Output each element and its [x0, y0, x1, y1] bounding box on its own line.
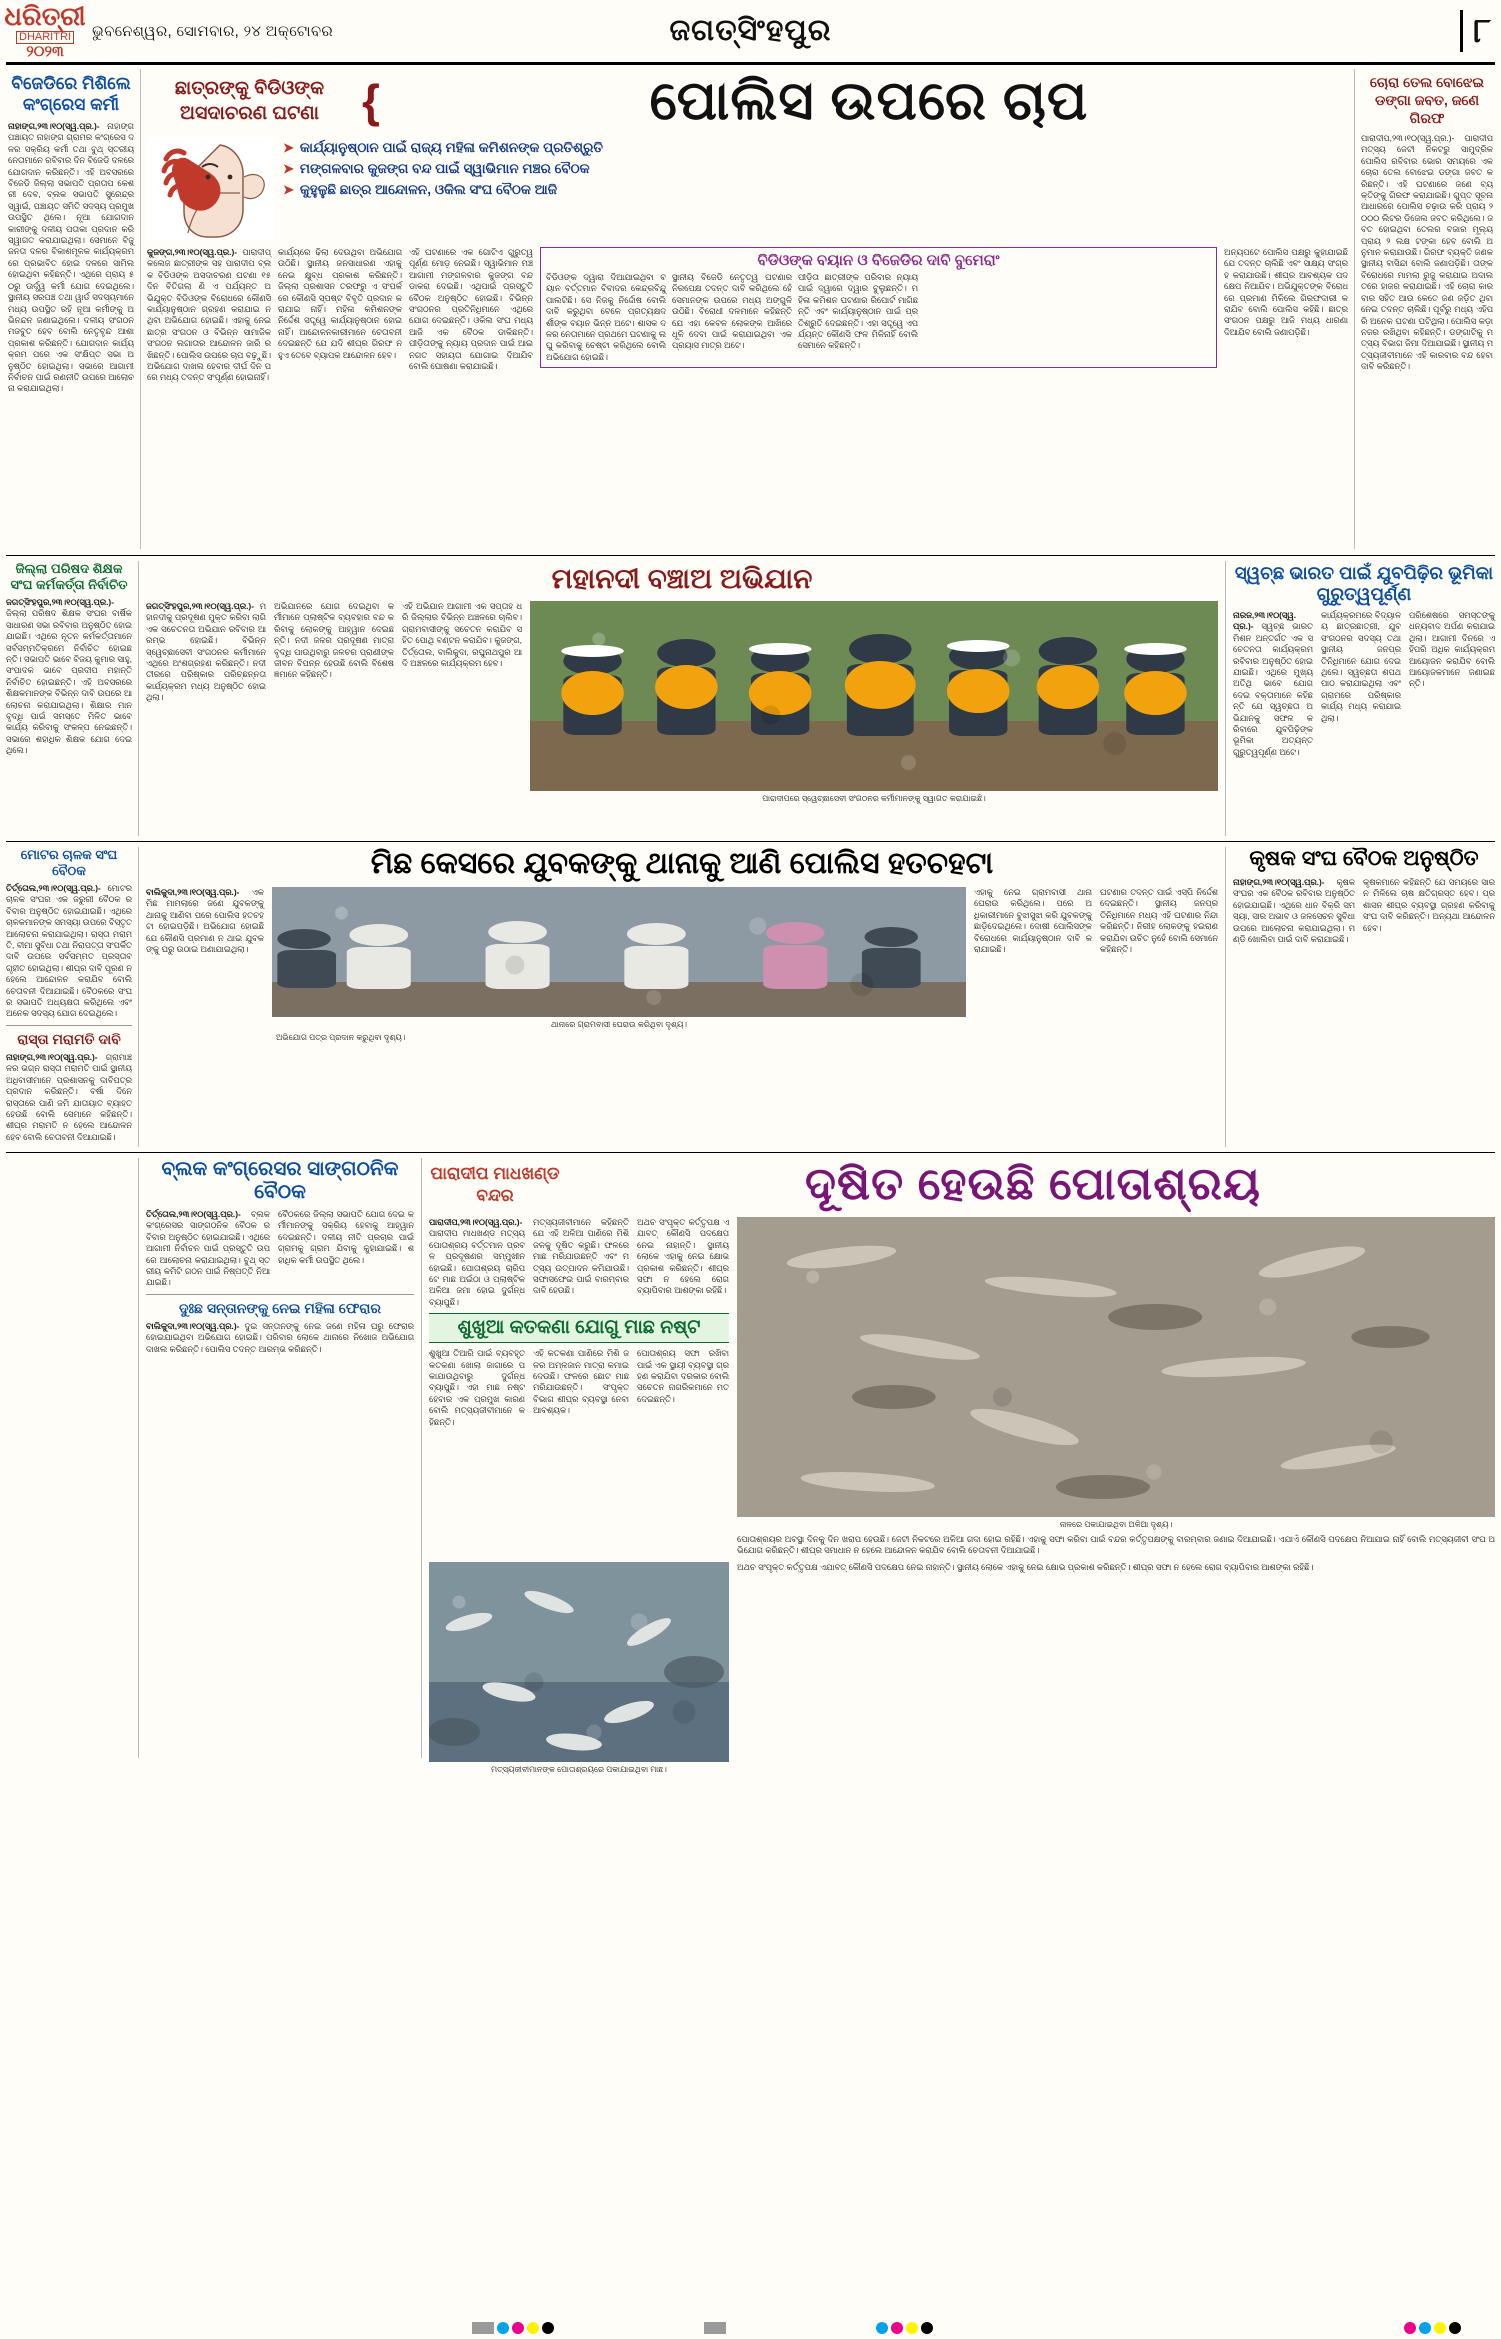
body-text: ନାହାଙ୍ଗ ପଞ୍ଚାୟତ ନାହାଙ୍ଗ ଗ୍ରାମର କଂଗ୍ରେସ ଦଳର ସକ୍ରିୟ କର୍ମୀ ତଥା ବୁଥ୍‌ ସ୍ତରୀୟ ନେତାମାନେ ରବିବାର ଦିନ ବିଜେଡି ଦଳରେ ଯୋଗଦାନ କରିଛନ୍ତି। ଏହି ଅବସରରେ ବିଜେଡି ଜିଲ୍ଲା ସଭାପତି ପ୍ରତାପ କେଶରୀ ଦେବ, ବ୍ଲକ ସଭାପତି ସୁରେନ୍ଦ୍ର ସ୍ୱାଇଁ, ପଞ୍ଚାୟତ ସମିତି ସଦସ୍ୟ ପ୍ରମୁଖ ଉପସ୍ଥିତ ଥିଲେ। ନୂଆ ଯୋଗଦାନକାରୀଙ୍କୁ ଦଳୀୟ ପତାକା ପ୍ରଦାନ କରି ସ୍ୱାଗତ କରାଯାଇଥିଲା। ସେମାନେ ବିଜୁ ଜନତା ଦଳର ବିକାଶମୂଳକ କାର୍ଯ୍ୟକ୍ରମରେ ପ୍ରଭାବିତ ହୋଇ ଦଳରେ ସାମିଲ ହୋଇଥିବା କହିଛନ୍ତି। ଏଥିରେ ପ୍ରାୟ ୫୦ରୁ ଊର୍ଦ୍ଧ୍ୱ କର୍ମୀ ଯୋଗ ଦେଇଥିଲେ। ସ୍ଥାନୀୟ ସରପଞ୍ଚ ତଥା ୱାର୍ଡ ସଦସ୍ୟମାନେ ମଧ୍ୟ ଉପସ୍ଥିତ ରହି ନୂଆ କର୍ମୀଙ୍କୁ ଅଭିନନ୍ଦନ ଜଣାଇଥିଲେ। ଦଳୀୟ ସଂଗଠନ ମଜବୁତ ହେବ ବୋଲି ନେତୃବୃନ୍ଦ ଆଶା ପ୍ରକାଶ କରିଛନ୍ତି। ଯୋଗଦାନ କାର୍ଯ୍ୟକ୍ରମ ପରେ ଏକ ସଂକ୍ଷିପ୍ତ ସଭା ଅନୁଷ୍ଠିତ ହୋଇଥିଲା। ସଭାରେ ଆଗାମୀ ନିର୍ବାଚନ ପାଇଁ ରଣନୀତି ଉପରେ ଆଲୋଚନା କରାଯାଇଥିଲା। — [8, 121, 134, 394]
photo-rally-volunteers — [530, 601, 1218, 791]
body-text: ଗ୍ରାମାଞ୍ଚଳର ଭଗ୍ନ ରାସ୍ତା ମରାମତି ପାଇଁ ସ୍ଥାନୀୟ ଅଧିବାସୀମାନେ ପ୍ରଶାସନକୁ ଦାବିପତ୍ର ପ୍ରଦାନ କରିଛନ୍ତି। ବର୍ଷା ଦିନେ ରାସ୍ତାରେ ପାଣି ଜମି ଯାତାୟାତ ବ୍ୟାହତ ହେଉଛି ବୋଲି ସେମାନେ କହିଛନ୍ତି। ଶୀଘ୍ର ମରାମତି ନ ହେଲେ ଆନ୍ଦୋଳନ ହେବ ବୋଲି ଚେତାବନୀ ଦିଆଯାଇଛି। — [6, 1051, 132, 1142]
photo-texture — [429, 1562, 729, 1762]
publication-logo — [4, 1, 86, 60]
swatch-black — [1449, 2322, 1461, 2334]
article-body-oil-seizure: ପାରାଦୀପ,୨୩।୧୦(ସ୍ୱ.ପ୍ର.)- ପାରାଦୀପ ମତ୍ସ୍ୟ ଜେଟୀ ନିକଟରୁ ସାମୁଦ୍ରିକ ପୋଲିସ ରବିବାର ଭୋର ସମୟରେ ଏକ ଚୋରା ତେଲ ବୋଝେଇ ଡଙ୍ଗା ଜବତ କରିଛନ୍ତି। ଏହି ଘଟଣାରେ ଜଣେ ବ୍ୟକ୍ତିଙ୍କୁ ଗିରଫ କରାଯାଇଛି। ଗୁପ୍ତ ସୂଚନା ଆଧାରରେ ପୋଲିସ ଚଢ଼ାଉ କରି ପ୍ରାୟ ୨୦୦୦ ଲିଟର ଡିଜେଲ ଜବତ କରିଥିଲେ। ଜବତ ହୋଇଥିବା ତେଲର ବଜାର ମୂଲ୍ୟ ପ୍ରାୟ ୨ ଲକ୍ଷ ଟଙ୍କା ହେବ ବୋଲି ଅନୁମାନ କରାଯାଉଛି। ଗିରଫ ବ୍ୟକ୍ତି ଜଣକ ସ୍ଥାନୀୟ ବାସିନ୍ଦା ବୋଲି ଜଣାପଡ଼ିଛି। ତାଙ୍କ ବିରୋଧରେ ମାମଲା ରୁଜୁ କରାଯାଇ ଅଦାଲତରେ ହାଜର କରାଯାଇଛି। ଏହି ଚୋରା କାରବାର ସହିତ ଆଉ କେତେ ଜଣ ଜଡ଼ିତ ଥିବା ନେଇ ତଦନ୍ତ ଚାଲିଛି। ପୂର୍ବରୁ ମଧ୍ୟ ଏହିପରି ଅନେକ ଘଟଣା ଘଟିଥିଲା। ପୋଲିସ କଡ଼ା ନଜର ରଖିଥିବା କହିଛନ୍ତି। ଡଙ୍ଗାଟିକୁ ମତ୍ସ୍ୟ ବିଭାଗ ଜିମା ଦିଆଯାଇଛି। ସ୍ଥାନୀୟ ମତ୍ସ୍ୟଜୀବୀମାନେ ଏହି କାରବାର ବନ୍ଦ ହେବା ଦାବି କରିଛନ୍ତି। — [1361, 133, 1493, 372]
swachh-col — [1321, 610, 1401, 758]
body-text: ଅନ୍ୟପଟେ ପୋଲିସ ପକ୍ଷରୁ କୁହାଯାଇଛି ଯେ ତଦନ୍ତ ଚାଲିଛି ଏବଂ ସାକ୍ଷ୍ୟ ସଂଗ୍ରହ କରାଯାଉଛି। ଶୀଘ୍ର ଆବଶ୍ୟକ ପଦକ୍ଷେପ ନିଆଯିବ। ଅଭିଯୁକ୍ତଙ୍କ ବିରୋଧରେ ପ୍ରମାଣ ମିଳିଲେ ଗିରଫଦାରୀ କରାଯିବ ବୋଲି ପୋଲିସ କହିଛି। ଛାତ୍ର ସଂଗଠନ ପକ୍ଷରୁ ଆଜି ମଧ୍ୟ ଧାରଣା ଦିଆଯିବ ବୋଲି ଜଣାପଡ଼ିଛି। — [1224, 247, 1348, 337]
dateline: ନାହାଙ୍ଗ,୨୩।୧୦(ସ୍ୱ.ପ୍ର.)- — [1233, 877, 1325, 887]
body-text: ଦୁଇ ସନ୍ତାନଙ୍କୁ ନେଇ ଜଣେ ମହିଳା ଘରୁ ଫେରାର ହୋଇଯାଇଥିବା ଅଭିଯୋଗ ହୋଇଛି। ପରିବାର ଲୋକେ ଥାନାରେ ନିଖୋଜ ଅଭିଯୋଗ ଦାଖଲ କରିଛନ୍ତି। ପୋଲିସ ତଦନ୍ତ ଆରମ୍ଭ କରିଛନ୍ତି। — [146, 1320, 414, 1354]
article-headline-false-case: ମିଛ କେସରେ ଯୁବକଙ୍କୁ ଥାନାକୁ ଆଣି ପୋଲିସ ହତଚହଟା — [370, 847, 994, 880]
harbour-bottom-row — [429, 1562, 1495, 1775]
body-text: ଘଟଣାର ତଦନ୍ତ ପାଇଁ ଏସ୍‌ପି ନିର୍ଦ୍ଦେଶ ଦେଇଛନ୍ତି। ସ୍ଥାନୀୟ ଜନପ୍ରତିନିଧିମାନେ ମଧ୍ୟ ଏହି ଘଟଣାର ନିନ୍ଦା କରିଛନ୍ତି। ନିରୀହ ଲୋକଙ୍କୁ ହଇରାଣ କରାଯିବା ଉଚିତ ନୁହେଁ ବୋଲି ସେମାନେ କହିଛନ୍ତି। — [1100, 887, 1218, 955]
lead-headline-row — [147, 69, 1348, 135]
body-text: ଏହି କତକଣା ପାଣିରେ ମିଶି ଜଳର ଅମ୍ଳଜାନ ମାତ୍ରା କମାଇ ଦେଉଛି। ଫଳରେ ଛୋଟ ମାଛ ମରିଯାଉଛନ୍ତି। ସଂପୃକ୍ତ ବିଭାଗ ଶୀଘ୍ର ବ୍ୟବସ୍ଥା ନେବା ଆବଶ୍ୟକ। — [533, 1348, 629, 1416]
color-swatches — [1404, 2322, 1461, 2334]
body-text: ଏକ ମିଛ ମାମଲାରେ ଜଣେ ଯୁବକଙ୍କୁ ଥାନାକୁ ଆଣିବା ପରେ ପୋଲିସ ହତଚହଟା ହୋଇପଡ଼ିଛି। ଅଭିଯୋଗ ହୋଇଛି ଯେ କୌଣସି ପ୍ରମାଣ ନ ଥାଇ ଯୁବକଙ୍କୁ ଘରୁ ଉଠାଇ ଅଣାଯାଇଥିଲା। — [146, 887, 264, 955]
lead-body-col — [409, 247, 533, 384]
top-section — [6, 69, 1495, 549]
swachh-col — [1233, 610, 1313, 758]
bullet-item — [283, 137, 1348, 158]
swatch-magenta — [512, 2322, 524, 2334]
harbour-col — [533, 1217, 629, 1308]
dateline: ବାଲିକୁଦା,୨୩।୧୦(ସ୍ୱ.ପ୍ର.)- — [146, 887, 240, 897]
harbour-col — [637, 1217, 729, 1308]
body-text: କୃଷକମାନେ କହିଛନ୍ତି ଯେ ସମୟରେ ସାର ନ ମିଳିଲେ ଚାଷ କ୍ଷତିଗ୍ରସ୍ତ ହେବ। ପ୍ରଶାସନ ଶୀଘ୍ର ବ୍ୟବସ୍ଥା ଗ୍ରହଣ କରିବାକୁ ସଂଘ ଦାବି କରିଛନ୍ତି। ଅନ୍ୟଥା ଆନ୍ଦୋଳନ ହେବ। — [1363, 877, 1495, 933]
body-text: ଅଥଚ ସଂପୃକ୍ତ କର୍ତ୍ତୃପକ୍ଷ ଏଯାବତ୍‌ କୌଣସି ପଦକ୍ଷେପ ନେଇ ନାହାନ୍ତି। ସ୍ଥାନୀୟ ଲୋକେ ଏହାକୁ ନେଇ କ୍ଷୋଭ ପ୍ରକାଶ କରିଛନ୍ତି। ଶୀଘ୍ର ସଫା ନ ହେଲେ ରୋଗ ବ୍ୟାପିବାର ଆଶଙ୍କା ରହିଛି। — [737, 1561, 1314, 1572]
article-headline-teacher-union: ଜିଲ୍ଲା ପରିଷଦ ଶିକ୍ଷକ ସଂଘ କର୍ମକର୍ତ୍ତା ନିର୍ବାଚିତ — [10, 561, 128, 592]
article-farmers-meeting — [1225, 847, 1495, 1147]
page-number-block — [1460, 10, 1495, 52]
body-text: ଜିଲ୍ଲା ପରିଷଦ ଶିକ୍ଷକ ସଂଘର ବାର୍ଷିକ ସାଧାରଣ ସଭା ରବିବାର ଅନୁଷ୍ଠିତ ହୋଇଯାଇଛି। ଏଥିରେ ନୂତନ କର୍ମକର୍ତ୍ତାମାନେ ସର୍ବସମ୍ମତିକ୍ରମେ ନିର୍ବାଚିତ ହୋଇଛନ୍ତି। ସଭାପତି ଭାବେ ବିଜୟ କୁମାର ସାହୁ, ସଂପାଦକ ଭାବେ ପ୍ରଦୀପ ମହାନ୍ତି ନିର୍ବାଚିତ ହୋଇଛନ୍ତି। ଏହି ଅବସରରେ ଶିକ୍ଷକମାନଙ୍କ ବିଭିନ୍ନ ଦାବି ଉପରେ ଆଲୋଚନା କରାଯାଇଥିଲା। ଶିକ୍ଷାର ମାନ ବୃଦ୍ଧି ପାଇଁ ସମସ୍ତେ ମିଳିତ ଭାବେ କାର୍ଯ୍ୟ କରିବାକୁ ସଂକଳ୍ପ ନେଇଛନ୍ତି। ସଭାରେ ଶହାଧିକ ଶିକ୍ଷକ ଯୋଗ ଦେଇଥିଲେ। — [6, 608, 132, 756]
body-text: ପୋତାଶ୍ରୟର ଅବସ୍ଥା ଦିନକୁ ଦିନ ଖରାପ ହେଉଛି। ଜେଟୀ ନିକଟରେ ଅଳିଆ ଗଦା ହୋଇ ରହିଛି। ଏହାକୁ ସଫା କରିବା ପାଇଁ ବନ୍ଦର କର୍ତ୍ତୃପକ୍ଷଙ୍କୁ ବାରମ୍ବାର ଜଣାଇ ଦିଆଯାଇଛି। ଏଯାଏଁ କୌଣସି ପଦକ୍ଷେପ ନିଆଯାଇ ନାହିଁ ବୋଲି ମତ୍ସ୍ୟଜୀବୀ ସଂଘ ଅଭିଯୋଗ କରିଛନ୍ତି। ଶୀଘ୍ର ସମାଧାନ ନ ହେଲେ ଆନ୍ଦୋଳନ କରାଯିବ ବୋଲି ଚେତାବନୀ ଦିଆଯାଇଛି। — [737, 1534, 1495, 1556]
logo-year: ୨୦୨୩ — [26, 42, 64, 60]
farmers-cols — [1233, 877, 1495, 945]
swatch-black — [542, 2322, 554, 2334]
color-swatches — [876, 2322, 933, 2334]
body-text: ପାରାଦୀପ୍‌ କଲେଜ ଛାତ୍ରୀଙ୍କ ସହ ପାରାଦୀପ ବ୍ଲକ ବିଡିଓଙ୍କ ଅସଦାଚରଣ ଘଟଣା ୧୫ ଦିନ ବିତିଗଲା ଣି ଏ ପର୍ଯ୍ୟନ୍ତ ଅଭିଯୁକ୍ତ ବିଡିଓଙ୍କ ବିରୋଧରେ କୌଣସି କାର୍ଯ୍ୟାନୁଷ୍ଠାନ ଗ୍ରହଣ କରାଯାଇ ନ ଥିବା ଅଭିଯୋଗ ହୋଇଛି। ଏହାକୁ ନେଇ ଛାତ୍ର ସଂଗଠନ ଓ ବିଭିନ୍ନ ସାମାଜିକ ସଂଗଠନ ଲଗାତାର ଆନ୍ଦୋଳନ ଜାରି ରଖିଛନ୍ତି। ପୋଲିସ ଉପରେ ଚାପ ବଢ଼ୁଛି। ଅଭିଯୋଗ ଦାଖଲ ହେବାର ଦୀର୍ଘ ଦିନ ପରେ ମଧ୍ୟ ତଦନ୍ତ ସଂପୂର୍ଣ୍ଣ ହୋଇନାହିଁ। — [147, 247, 271, 383]
swatch-yellow — [906, 2322, 918, 2334]
band-col — [429, 1348, 525, 1428]
lead-story — [140, 69, 1355, 549]
lead-bullet-list — [283, 137, 1348, 241]
column-left-sec4 — [6, 1158, 139, 1758]
body-text: କାର୍ଯ୍ୟରେ ଢିଲା ଦେଉଥିବା ଅଭିଯୋଗ ଉଠିଛି। ସ୍ଥାନୀୟ ଜନସାଧାରଣ ଏହାକୁ ନେଇ କ୍ଷୁବ୍ଧ ପ୍ରକାଶ କରିଛନ୍ତି। ଜିଲ୍ଲା ପ୍ରଶାସନ ତରଫରୁ ଏ ସଂପର୍କରେ କୌଣସି ସ୍ପଷ୍ଟ ବିବୃତି ପ୍ରଦାନ କରାଯାଇ ନାହିଁ। ମହିଳା କମିଶନଙ୍କ ନିର୍ଦ୍ଦେଶ ସତ୍ତ୍ୱେ କାର୍ଯ୍ୟାନୁଷ୍ଠାନ ହୋଇନାହିଁ। ଆନ୍ଦୋଳନକାରୀମାନେ ଚେତାବନୀ ଦେଇଛନ୍ତି ଯେ ଯଦି ଶୀଘ୍ର ଗିରଫ ନ ହୁଏ ତେବେ ବ୍ୟାପକ ଆନ୍ଦୋଳନ ହେବ। — [278, 247, 402, 360]
article-headline-missing-woman: ଦୁଃଛ ସନ୍ତାନଙ୍କୁ ନେଇ ମହିଳା ଫେରାର — [146, 1294, 414, 1321]
article-swachh-bharat — [1225, 561, 1495, 836]
section-police-case — [6, 841, 1495, 1147]
swatch-cyan — [876, 2322, 888, 2334]
photo-waste-dump — [737, 1217, 1495, 1517]
photo-texture — [737, 1217, 1495, 1517]
body-text: ମତ୍ସ୍ୟଜୀବୀମାନେ କହିଛନ୍ତି ଯେ ଏହି ଅଳିଆ ପାଣିରେ ମିଶି ଜଳକୁ ଦୂଷିତ କରୁଛି। ଫଳରେ ମାଛ ମରିଯାଉଛନ୍ତି ଏବଂ ମତ୍ସ୍ୟ ଉତ୍ପାଦନ କମିଯାଉଛି। ସଫାସଫେଇ ପାଇଁ ବାରମ୍ବାର ଦାବି ହେଉଛି। — [533, 1217, 629, 1296]
band-cols — [429, 1348, 729, 1428]
photo-caption-secondary: ଅଭିଯୋଗ ପତ୍ର ପ୍ରଦାନ କରୁଥିବା ଦୃଶ୍ୟ। — [276, 1033, 406, 1042]
dateline: ପାରାଦୀପ,୨୩।୧୦(ସ୍ୱ.ପ୍ର.)- — [429, 1217, 523, 1227]
section-mahanadi — [6, 555, 1495, 836]
article-false-case — [139, 847, 1225, 1147]
body-text: ପୀଡ଼ିତା ଛାତ୍ରୀଙ୍କ ପରିବାର ନ୍ୟାୟ ପାଇଁ ଦ୍ୱାରେ ଦ୍ୱାର ବୁଲୁଛନ୍ତି। ମହିଳା କମିଶନ ଘଟଣାର ରିପୋର୍ଟ ମାଗିଛନ୍ତି ଏବଂ କାର୍ଯ୍ୟାନୁଷ୍ଠାନ ପାଇଁ ପ୍ରତିଶ୍ରୁତି ଦେଇଛନ୍ତି। ଏହା ସତ୍ତ୍ୱେ ଏପର୍ଯ୍ୟନ୍ତ କୌଣସି ଫଳ ମିଳିନାହିଁ ବୋଲି ସେମାନେ କହିଛନ୍ତି। — [798, 272, 918, 351]
dateline: ନାହାଙ୍ଗ,୨୩।୧୦(ସ୍ୱ.ପ୍ର.)- — [8, 121, 100, 131]
swatch-yellow — [1434, 2322, 1446, 2334]
article-headline-bjd: ବିଜେଡିରେ ମିଶିଲେ କଂଗ୍ରେସ କର୍ମୀ — [11, 74, 131, 114]
masthead — [6, 0, 1495, 65]
dateline: ତିର୍ତ୍ତୋଲ,୨୩।୧୦(ସ୍ୱ.ପ୍ର.)- — [146, 1209, 241, 1219]
boxed-article-title: ବିଡିଓଙ୍କ ବୟାନ ଓ ବିଜେଡିର ଦାବି ବୁମେରାଂ — [757, 252, 1000, 269]
mahanadi-content — [146, 601, 1218, 804]
edition-title: ଜଗତ୍‌ସିଂହପୁର — [669, 14, 832, 47]
body-text: ଏହି ଘଟଣାରେ ଏକ ଗୋଟିଏ ଗୁରୁତ୍ୱପୂର୍ଣ୍ଣ ମୋଡ଼ ନେଇଛି। ସ୍ୱାଭିମାନ ମଞ୍ଚ ଆଗାମୀ ମଙ୍ଗଳବାର କୁଜଙ୍ଗ ବନ୍ଦ ଡାକରା ଦେଇଛି। ଏଥିପାଇଁ ପ୍ରସ୍ତୁତି ବୈଠକ ଅନୁଷ୍ଠିତ ହୋଇଛି। ବିଭିନ୍ନ ସଂଗଠନର ପ୍ରତିନିଧିମାନେ ଏଥିରେ ଯୋଗ ଦେଇଛନ୍ତି। ଓକିଲ ସଂଘ ମଧ୍ୟ ଆଜି ଏକ ବୈଠକ ଡାକିଛନ୍ତି। ପୀଡ଼ିତାଙ୍କୁ ନ୍ୟାୟ ପ୍ରଦାନ ପାଇଁ ଆଇନଗତ ସହାୟତା ଯୋଗାଇ ଦିଆଯିବ ବୋଲି ଘୋଷଣା କରାଯାଇଛି। — [409, 247, 533, 372]
article-headline-mahanadi: ମହାନଦୀ ବଞ୍ଚାଅ ଅଭିଯାନ — [551, 563, 813, 594]
false-case-col — [146, 887, 264, 1030]
congress-cols — [146, 1209, 414, 1289]
band-col — [637, 1348, 729, 1428]
photo-caption: ପାରାଦୀପରେ ସ୍ୱେଚ୍ଛାସେବୀ ସଂଗଠନର କର୍ମୀମାନଙ୍କୁ ସ୍ୱାଗତ କରାଯାଇଛି। — [762, 794, 986, 803]
photo-caption: ନାଳରେ ପକାଯାଇଥିବା ଅଳିଆ ଦୃଶ୍ୟ। — [1059, 1520, 1173, 1529]
logo-badge: DHARITRI — [16, 31, 74, 44]
photo-texture — [530, 601, 1218, 791]
harbour-headline-row — [429, 1158, 1495, 1217]
boxed-article-wrap — [540, 247, 1217, 384]
hand-over-mouth-icon — [148, 137, 274, 241]
swachh-cols — [1233, 610, 1495, 758]
gray-patch — [704, 2322, 726, 2334]
swatch-cyan — [1419, 2322, 1431, 2334]
masthead-date: ଭୁବନେଶ୍ୱର, ସୋମବାର, ୨୪ ଅକ୍ଟୋବର — [92, 22, 334, 40]
dateline: ନାରଜ,୨୩।୧୦(ସ୍ୱ.ପ୍ର.)- — [1233, 610, 1297, 632]
article-headline-oil-seizure: ଚୋରା ତେଲ ବୋଝେଇ ଡଙ୍ଗା ଜବତ, ଜଣେ ଗିରଫ — [1369, 74, 1485, 126]
false-case-photo-wrap — [272, 887, 966, 1030]
body-text: କୃଷକ ସଂଘର ଏକ ବୈଠକ ରବିବାର ଅନୁଷ୍ଠିତ ହୋଇଯାଇଛି। ଏଥିରେ ଧାନ ବିକ୍ରି ସମସ୍ୟା, ସାର ଅଭାବ ଓ ଜଳସେଚନ ସୁବିଧା ଉପରେ ଆଲୋଚନା କରାଯାଇଥିଲା। ମଣ୍ଡି ଖୋଲିବା ପାଇଁ ଦାବି କରାଯାଇଛି। — [1233, 877, 1355, 945]
harbour-top-row — [429, 1217, 1495, 1557]
harbour-headline: ଦୂଷିତ ହେଉଛି ପୋତାଶ୍ରୟ — [804, 1158, 1261, 1209]
lead-body-col — [1224, 247, 1348, 384]
dateline: ତିର୍ତ୍ତୋଲ,୨୩।୧୦(ସ୍ୱ.ପ୍ର.)- — [6, 883, 101, 893]
illustration-hand-silence — [147, 137, 275, 241]
bullet-item — [283, 179, 1348, 200]
body-text: ପରିଶେଷରେ ସମସ୍ତଙ୍କୁ ଧନ୍ୟବାଦ ଅର୍ପଣ କରାଯାଇଥିଲା। ଆଗାମୀ ଦିନରେ ଏହିପରି ଅଧିକ କାର୍ଯ୍ୟକ୍ରମ ଆୟୋଜନ କରାଯିବ ବୋଲି ଆୟୋଜକମାନେ ଜଣାଇଛନ୍ତି। — [1409, 610, 1495, 689]
article-teacher-union — [6, 561, 139, 836]
swatch-black — [921, 2322, 933, 2334]
body-text: ମହାନଦୀକୁ ପ୍ରଦୂଷଣ ମୁକ୍ତ କରିବା ଲାଗି ଏକ ସଚେତନତା ଅଭିଯାନ ରବିବାର ଆରମ୍ଭ ହୋଇଛି। ବିଭିନ୍ନ ସ୍ୱେଚ୍ଛାସେବୀ ସଂଗଠନର କର୍ମୀମାନେ ଏଥିରେ ଅଂଶଗ୍ରହଣ କରିଛନ୍ତି। ନଦୀ ତୀରରେ ପରିଷ୍କାର ପରିଚ୍ଛନ୍ନତା କାର୍ଯ୍ୟକ୍ରମ ମଧ୍ୟ ଅନୁଷ୍ଠିତ ହୋଇଥିଲା। — [146, 601, 266, 703]
swatch-magenta — [891, 2322, 903, 2334]
dateline: ବାଲିକୁଦା,୨୩।୧୦(ସ୍ୱ.ପ୍ର.)- — [146, 1320, 240, 1331]
article-block-congress — [139, 1158, 422, 1758]
column-right-top — [1355, 69, 1495, 549]
article-headline-road-repair: ରାସ୍ତା ମରାମତି ଦାବି — [6, 1025, 132, 1052]
article-headline-motor-union: ମୋଟର ଚାଳକ ସଂଘ ବୈଠକ — [20, 847, 118, 878]
article-headline-swachh: ସ୍ୱଚ୍ଛ ଭାରତ ପାଇଁ ଯୁବପିଢ଼ିର ଭୂମିକା ଗୁରୁତ୍ୱପୂର୍ଣ୍ଣ — [1234, 563, 1494, 604]
color-swatches — [472, 2322, 554, 2334]
mahanadi-photo-wrap — [530, 601, 1218, 804]
dateline: ନାହାଙ୍ଗ,୨୩।୧୦(ସ୍ୱ.ପ୍ର.)- — [6, 1051, 98, 1062]
dateline: କୁଜଙ୍ଗ,୨୩।୧୦(ସ୍ୱ.ପ୍ର.)- — [147, 247, 238, 257]
boxed-article — [540, 247, 1217, 368]
article-mahanadi — [139, 561, 1225, 836]
lead-top-row — [147, 137, 1348, 241]
lead-body-col — [147, 247, 271, 384]
harbour-kicker: ପାରାଦୀପ ମାଧଖଣ୍ଡ ବନ୍ଦର — [430, 1163, 560, 1205]
body-text: ସ୍ଥାନୀୟ ବିଜେଡି ନେତୃତ୍ୱ ଘଟଣାର ନିରପେକ୍ଷ ତଦନ୍ତ ଦାବି କରିଥିଲେ ହେଁ ସେମାନଙ୍କ ଉପରେ ମଧ୍ୟ ଅଙ୍ଗୁଳି ଉଠିଛି। ବିରୋଧୀ ଦଳମାନେ କହିଛନ୍ତି ଯେ ଏହା କେବଳ ଲୋକଙ୍କ ଆଖିରେ ଧୂଳି ଦେବା ପାଇଁ କରାଯାଇଥିବା ଏକ ପ୍ରୟାସ ମାତ୍ର ଅଟେ। — [672, 272, 792, 351]
farmers-col — [1233, 877, 1355, 945]
logo-title: ଧରିତ୍ରୀ — [4, 1, 86, 31]
body-text: ବ୍ଲକ କଂଗ୍ରେସର ସାଙ୍ଗଠନିକ ବୈଠକ ରବିବାର ଅନୁଷ୍ଠିତ ହୋଇଯାଇଛି। ଏଥିରେ ଆଗାମୀ ନିର୍ବାଚନ ପାଇଁ ପ୍ରସ୍ତୁତି ଉପରେ ଆଲୋଚନା କରାଯାଇଥିଲା। ବୁଥ୍‌ ସ୍ତରୀୟ କମିଟି ଗଠନ ପାଇଁ ନିଷ୍ପତ୍ତି ନିଆଯାଇଛି। — [146, 1209, 270, 1288]
congress-col — [146, 1209, 270, 1289]
bullet-item — [283, 158, 1348, 179]
photo-dead-fish — [429, 1562, 729, 1762]
article-headline-block-congress: ବ୍ଲକ କଂଗ୍ରେସର ସାଙ୍ଗଠନିକ ବୈଠକ — [161, 1158, 399, 1203]
mahanadi-col — [402, 601, 522, 804]
gray-patch — [472, 2322, 494, 2334]
harbour-cols — [429, 1217, 729, 1308]
bullet-text: କାର୍ଯ୍ୟାନୁଷ୍ଠାନ ପାଇଁ ରାଜ୍ୟ ମହିଳା କମିଶନଙ୍କ ପ୍ରତିଶ୍ରୁତି — [299, 140, 603, 155]
body-text: ଅଭିଯାନରେ ଯୋଗ ଦେଇଥିବା କର୍ମୀମାନେ ପ୍ଲାଷ୍ଟିକ ବ୍ୟବହାର ବନ୍ଦ କରିବାକୁ ଲୋକଙ୍କୁ ଆହ୍ୱାନ ଦେଇଛନ୍ତି। ନଦୀ ଜଳର ପ୍ରଦୂଷଣ ମାତ୍ରା ବୃଦ୍ଧି ପାଉଥିବାରୁ ଜଳଚର ପ୍ରାଣୀଙ୍କ ଜୀବନ ବିପନ୍ନ ହେଉଛି ବୋଲି ବିଶେଷଜ୍ଞମାନେ କହିଛନ୍ତି। — [274, 601, 394, 680]
lead-kicker: ଛାତ୍ରଙ୍କୁ ବିଡିଓଙ୍କ ଅସଦାଚରଣ ଘଟଣା — [174, 78, 325, 124]
photo-texture — [272, 887, 966, 1017]
dateline: ଜଗତ୍‌ସିଂହପୁର,୨୩।୧୦(ସ୍ୱ.ପ୍ର.)- — [146, 601, 254, 611]
body-text: ବିଡିଓଙ୍କ ଦ୍ୱାରା ଦିଆଯାଇଥିବା ବୟାନ ବର୍ତ୍ତମାନ ବିବାଦର କେନ୍ଦ୍ରବିନ୍ଦୁ ପାଲଟିଛି। ସେ ନିଜକୁ ନିର୍ଦ୍ଦୋଷ ବୋଲି ଦାବି କରୁଥିବା ବେଳେ ପ୍ରତ୍ୟକ୍ଷଦର୍ଶୀଙ୍କ ବୟାନ ଭିନ୍ନ ଅଟେ। ଶାସକ ଦଳର ନେତାମାନେ ପ୍ରଥମେ ଘଟଣାକୁ ଲଘୁ କରିବାକୁ ଚେଷ୍ଟା କରିଥିଲେ ବୋଲି ଅଭିଯୋଗ ହୋଇଛି। — [546, 272, 666, 362]
farmers-col — [1363, 877, 1495, 945]
body-text: ସ୍ୱଚ୍ଛ ଭାରତ ମିଶନ ଅନ୍ତର୍ଗତ ଏକ ସଚେତନତା କାର୍ଯ୍ୟକ୍ରମ ରବିବାର ଅନୁଷ୍ଠିତ ହୋଇଯାଇଛି। ଏଥିରେ ମୁଖ୍ୟ ଅତିଥି ଭାବେ ଯୋଗ ଦେଇ ବକ୍ତାମାନେ କହିଛନ୍ତି ଯେ ସ୍ୱଚ୍ଛତା ଅଭିଯାନକୁ ସଫଳ କରିବାରେ ଯୁବପିଢ଼ିଙ୍କ ଭୂମିକା ଅତ୍ୟନ୍ତ ଗୁରୁତ୍ୱପୂର୍ଣ୍ଣ ଅଟେ। — [1233, 621, 1313, 757]
lead-photo-wrap — [147, 137, 275, 241]
divider — [1460, 10, 1463, 52]
swatch-magenta — [1404, 2322, 1416, 2334]
band-col — [533, 1348, 629, 1428]
bullet-marker-icon: ➤ — [283, 140, 294, 155]
section-harbour-pollution — [6, 1152, 1495, 1774]
boxed-article-cols — [546, 272, 1211, 363]
swatch-yellow — [527, 2322, 539, 2334]
bullet-marker-icon: ➤ — [283, 182, 294, 197]
swachh-col — [1409, 610, 1495, 758]
article-body-bjd — [8, 121, 134, 395]
mahanadi-col — [274, 601, 394, 804]
column-left-top — [6, 69, 140, 549]
column-left-sec3 — [6, 847, 139, 1147]
body-text: ମୋଟର ଚାଳକ ସଂଘର ଏକ ଜରୁରୀ ବୈଠକ ରବିବାର ଅନୁଷ୍ଠିତ ହୋଇଯାଇଛି। ଏଥିରେ ଚାଳକମାନଙ୍କ ସମସ୍ୟା ଉପରେ ବିସ୍ତୃତ ଆଲୋଚନା କରାଯାଇଥିଲା। ରାସ୍ତା ମରାମତି, ବୀମା ସୁବିଧା ତଥା ନିରାପତ୍ତା ସଂପର୍କିତ ଦାବି ଉପରେ ସର୍ବସମ୍ମତ ପ୍ରସ୍ତାବ ଗୃହୀତ ହୋଇଥିଲା। ଶୀଘ୍ର ଦାବି ପୂରଣ ନ ହେଲେ ଆନ୍ଦୋଳନ କରାଯିବ ବୋଲି ଚେତାବନୀ ଦିଆଯାଇଛି। ବୈଠକରେ ସଂଘର ସଭାପତି ଅଧ୍ୟକ୍ଷତା କରିଥିଲେ ଏବଂ ଅନେକ ସଦସ୍ୟ ଯୋଗ ଦେଇଥିଲେ। — [6, 883, 132, 1019]
article-headline-farmers: କୃଷକ ସଂଘ ବୈଠକ ଅନୁଷ୍ଠିତ — [1249, 847, 1479, 870]
subheading-band: ଶୁଖୁଆ କତକଣା ଯୋଗୁ ମାଛ ନଷ୍ଟ — [429, 1313, 729, 1343]
page-number: ୮ — [1473, 11, 1491, 50]
body-text: ବୈଠକରେ ଜିଲ୍ଲା ସଭାପତି ଯୋଗ ଦେଇ କର୍ମୀମାନଙ୍କୁ ସକ୍ରିୟ ହେବାକୁ ଆହ୍ୱାନ ଦେଇଛନ୍ତି। ଦଳୀୟ ନୀତି ପ୍ରଚାର ପାଇଁ ଗ୍ରାମକୁ ଗ୍ରାମ ଯିବାକୁ କୁହାଯାଇଛି। ଶହାଧିକ କର୍ମୀ ଉପସ୍ଥିତ ଥିଲେ। — [278, 1209, 414, 1265]
body-text: ଶୁଖୁଆ ତିଆରି ପାଇଁ ବ୍ୟବହୃତ କତକଣା ଖୋଲା ଜାଗାରେ ପକାଯାଉଥିବାରୁ ଦୁର୍ଗନ୍ଧ ବ୍ୟାପୁଛି। ଏହା ମାଛ ନଷ୍ଟ ହେବାର ଏକ ପ୍ରମୁଖ କାରଣ ବୋଲି ମତ୍ସ୍ୟଜୀବୀମାନେ କହିଛନ୍ତି। — [429, 1348, 525, 1427]
harbour-bottom-text — [737, 1562, 1495, 1775]
lead-headline: ପୋଲିସ ଉପରେ ଚାପ — [649, 71, 1089, 131]
congress-col — [278, 1209, 414, 1289]
body-text: ଅଥଚ ସଂପୃକ୍ତ କର୍ତ୍ତୃପକ୍ଷ ଏଯାବତ୍‌ କୌଣସି ପଦକ୍ଷେପ ନେଇ ନାହାନ୍ତି। ସ୍ଥାନୀୟ ଲୋକେ ଏହାକୁ ନେଇ କ୍ଷୋଭ ପ୍ରକାଶ କରିଛନ୍ତି। ଶୀଘ୍ର ସଫା ନ ହେଲେ ରୋଗ ବ୍ୟାପିବାର ଆଶଙ୍କା ରହିଛି। — [637, 1217, 729, 1296]
false-case-content — [146, 887, 1218, 1030]
body-text: କାର୍ଯ୍ୟକ୍ରମରେ ବିଦ୍ୟାଳୟ ଛାତ୍ରଛାତ୍ରୀ, ଯୁବ ସଂଗଠନର ସଦସ୍ୟ ତଥା ସ୍ଥାନୀୟ ଜନପ୍ରତିନିଧିମାନେ ଯୋଗ ଦେଇଥିଲେ। ସ୍ୱଚ୍ଛତା ଶପଥ ପାଠ କରାଯାଇଥିଲା ଏବଂ ଗ୍ରାମରେ ପରିଷ୍କାର କାର୍ଯ୍ୟ ମଧ୍ୟ କରାଯାଇଥିଲା। — [1321, 610, 1401, 723]
brace-decoration: { — [362, 75, 380, 127]
body-text: ପାରାଦୀପ ମାଧଖଣ୍ଡ ମତ୍ସ୍ୟ ପୋତାଶ୍ରୟ ବର୍ତ୍ତମାନ ପ୍ରବଳ ପ୍ରଦୂଷଣର ସମ୍ମୁଖୀନ ହୋଇଛି। ପୋତାଶ୍ରୟ ଚାରିପଟେ ମାଛ ଅଇଁଠା ଓ ପ୍ଲାଷ୍ଟିକ ଅଳିଆ ଜମା ହୋଇ ଦୁର୍ଗନ୍ଧ ବ୍ୟାପୁଛି। — [429, 1228, 525, 1307]
harbour-bottom-photo-wrap — [429, 1562, 729, 1775]
article-harbour — [422, 1158, 1495, 1774]
dateline: ଜଗତ୍‌ସିଂହପୁର,୨୩।୧୦(ସ୍ୱ.ପ୍ର.)- — [6, 597, 114, 607]
mahanadi-col — [146, 601, 266, 804]
lead-body-col — [278, 247, 402, 384]
bullet-text: ମଙ୍ଗଳବାର କୁଜଙ୍ଗ ବନ୍ଦ ପାଇଁ ସ୍ୱାଭିମାନ ମଞ୍ଚର ବୈଠକ — [299, 161, 590, 176]
photo-caption: ଥାନାରେ ଗ୍ରାମବାସୀ ଘେରାଉ କରିଥିବା ଦୃଶ୍ୟ। — [550, 1020, 688, 1029]
harbour-photo-col — [737, 1217, 1495, 1557]
false-case-col — [974, 887, 1092, 1030]
harbour-col — [429, 1217, 525, 1308]
lead-body-grid — [147, 247, 1348, 384]
swatch-cyan — [497, 2322, 509, 2334]
photo-caption: ମତ୍ସ୍ୟଜୀବୀମାନଙ୍କ ପୋତାଶ୍ରୟରେ ପକାଯାଇଥିବା ମାଛ। — [491, 1764, 667, 1774]
bullet-text: କୁହୁଳୁଛି ଛାତ୍ର ଆନ୍ଦୋଳନ, ଓକିଲ ସଂଘ ବୈଠକ ଆଜି — [299, 182, 558, 197]
body-text: ଏହି ଅଭିଯାନ ଆଗାମୀ ଏକ ସପ୍ତାହ ଧରି ଜିଲ୍ଲାର ବିଭିନ୍ନ ଅଞ୍ଚଳରେ ଚାଲିବ। ଗ୍ରାମବାସୀଙ୍କୁ ସଚେତନ କରାଯିବ ସହିତ ପୋଥି ବଣ୍ଟନ କରାଯିବ। କୁଜଙ୍ଗ, ତିର୍ତ୍ତୋଲ, ବାଲିକୁଦା, ରଘୁନାଥପୁର ଆଦି ଅଞ୍ଚଳରେ କାର୍ଯ୍ୟକ୍ରମ ହେବ। — [402, 601, 522, 669]
false-case-col — [1100, 887, 1218, 1030]
print-registration-bar — [0, 2317, 1501, 2339]
body-text: ଏହାକୁ ନେଇ ଗ୍ରାମବାସୀ ଥାନା ଘେରାଉ କରିଥିଲେ। ପରେ ଅଧିକାରୀମାନେ ବୁଝାସୁଝା କରି ଯୁବକଙ୍କୁ ଛାଡ଼ିଦେଇଥିଲେ। ଦୋଷୀ ପୋଲିସଙ୍କ ବିରୋଧରେ କାର୍ଯ୍ୟାନୁଷ୍ଠାନ ଦାବି କରାଯାଇଛି। — [974, 887, 1092, 955]
harbour-text-block — [429, 1217, 729, 1557]
body-text: ପୋତାଶ୍ରୟ ସଫା ରଖିବା ପାଇଁ ଏକ ସ୍ଥାୟୀ ବ୍ୟବସ୍ଥା ଗ୍ରହଣ କରାଯିବା ଦରକାର ବୋଲି ସଚେତନ ନାଗରିକମାନେ ମତ ଦେଇଛନ୍ତି। — [637, 1348, 729, 1404]
bullet-marker-icon: ➤ — [283, 161, 294, 176]
photo-crowd-protest — [272, 887, 966, 1017]
